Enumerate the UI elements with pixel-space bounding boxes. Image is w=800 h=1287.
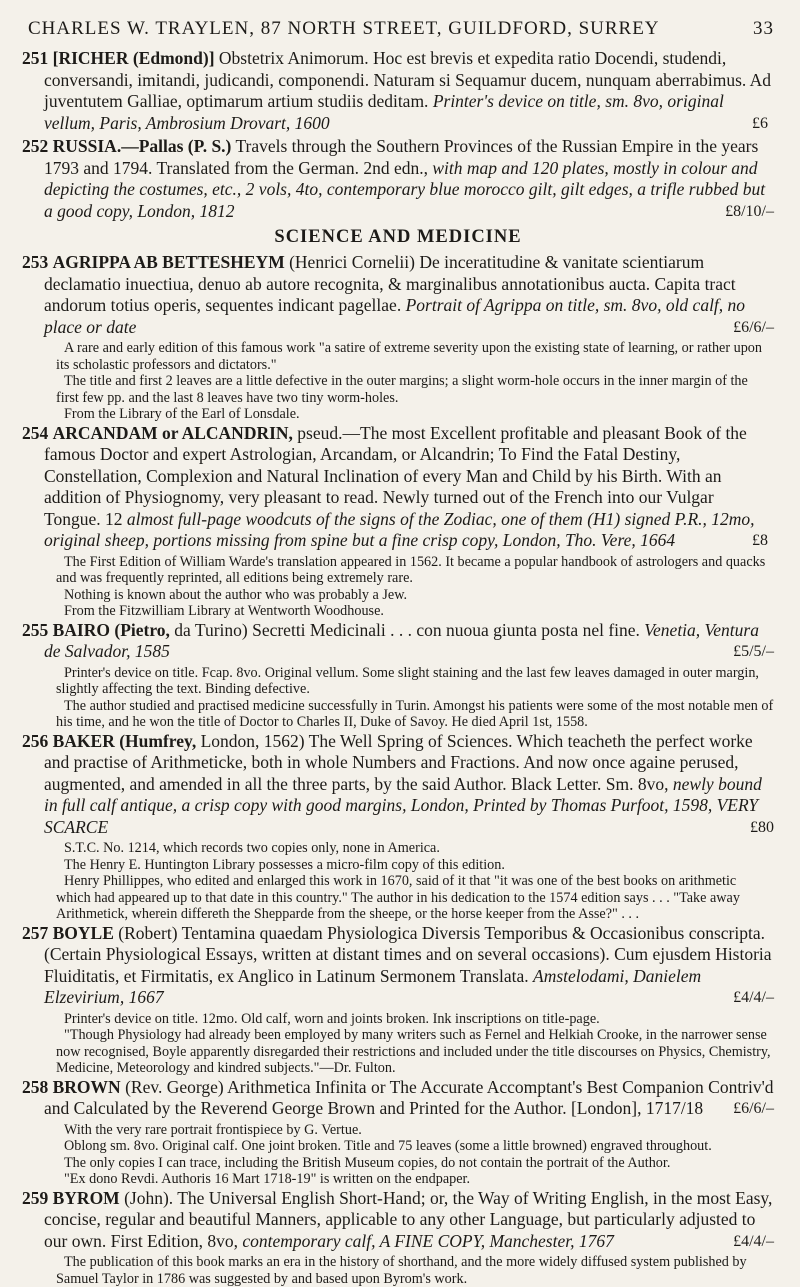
entry-note: "Though Physiology had already been employed by many writers such as Fernel and Helkiah Crooke, in the narrower sense now recognised, Boyle apparently disregarded their restrictions and included under the title discourses on Physics, Chemistry, Medicine, Meteorology and kindred subjects."—Dr. Fulton. <box>56 1027 771 1076</box>
entry-imprint: Printer's device on title, sm. 8vo, original vellum, Paris, Ambrosium Drovart, 1600 <box>44 91 724 133</box>
catalogue-entry <box>22 620 774 663</box>
entry-text: da Turino) Secretti Medicinali . . . con nuoua giunta posta nel fine. <box>174 619 640 640</box>
entry-note: Nothing is known about the author who was probably a Jew. <box>64 586 408 603</box>
entry-imprint: Venetia, Ventura de Salvador, 1585 <box>44 619 759 661</box>
entry-number: 255 <box>22 619 49 640</box>
entry-heading: BAKER (Humfrey, <box>52 730 197 751</box>
entry-note: "Ex dono Revdi. Authoris 16 Mart 1718-19" is written on the endpaper. <box>64 1171 471 1187</box>
entry-text: (Rev. George) Arithmetica Infinita or The Accurate Accomptant's Best Companion Contriv'd and Calculated by the Reverend George Brown and Printed for the Author. [London], 1717/18 <box>44 1076 774 1118</box>
entry-note: Printer's device on title. 12mo. Old calf, worn and joints broken. Ink inscriptions on title-page. <box>64 1010 600 1027</box>
entry-imprint: newly bound in full calf antique, a crisp copy with good margins, London, Printed by Thomas Purfoot, 1598, VERY SCARCE <box>44 773 762 837</box>
entry-heading: RUSSIA.—Pallas (P. S.) <box>52 136 232 156</box>
entry-price: £4/4/– <box>733 1232 774 1250</box>
entry-text: pseud.—The most Excellent profitable and pleasant Book of the famous Doctor and expert Astrologian, Arcandam, or Alcandrin; To Find the Fatal Destiny, Constellation, Complexion and Natural Inclination of every Man and Child by his Birth. With an addition of Physiognomy, very pleasant to read. Newly turned out of the French into our Vulgar Tongue. 12 <box>44 422 747 529</box>
entry-imprint: Amstelodami, Danielem Elzevirium, 1667 <box>44 965 702 1007</box>
entry-text: (Henrici Cornelii) De inceratitudine & vanitate scientiarum declamatio inuectiua, denuo ab autore recognita, & marginalibus annotationibus aucta. Capita tract andorum totius operis, sequentes indicant pagellae. <box>44 252 736 315</box>
entry-note: The author studied and practised medicine successfully in Turin. Amongst his patients were some of the most notable men of his time, and he won the title of Doctor to Charles II, Duke of Savoy. He died April 1st, 1558. <box>56 697 774 730</box>
entry-imprint: almost full-page woodcuts of the signs of the Zodiac, one of them (H1) signed P.R., 12mo, original sheep, portions missing from spine but a fine crisp copy, London, Tho. Vere, 1664 <box>44 508 755 550</box>
entry-note: A rare and early edition of this famous work "a satire of extreme severity upon the existing state of learning, or rather upon its scholastic professors and dictators." <box>56 340 762 373</box>
entry-imprint: Portrait of Agrippa on title, sm. 8vo, old calf, no place or date <box>44 295 746 337</box>
entries-list <box>22 48 774 1287</box>
entry-text: (Robert) Tentamina quaedam Physiologica Diversis Temporibus & Occasionibus conscripta. (Certain Physiological Essays, written at distant times and on several occasions). Cum ejusdem Historia Fluiditatis, et Firmitatis, ex Anglico in Latinum Sermonem Translata. <box>44 922 772 986</box>
entry-note: The publication of this book marks an era in the history of shorthand, and the more widely diffused system published by Samuel Taylor in 1786 was suggested by and based upon Byrom's work. <box>56 1254 747 1287</box>
catalogue-entry: 254 ARCANDAM or ALCANDRIN, pseud.—The most Excellent profitable and pleasant Book of the famous Doctor and expert Astrologian, Arcandam, or Alcandrin; To Find the Fatal Destiny, Constellation, Complexion and Natural Inclination of every Man and Child by his Birth. With an addition of Physiognomy, very pleasant to read. Newly turned out of the French into our Vulgar Tongue. 12 almost full-page woodcuts of the signs of the Zodiac, one of them (H1) signed P.R., 12mo, original sheep, portions missing from spine but a fine crisp copy, London, Tho. Vere, 1664 £8 <box>22 422 768 550</box>
entry-note: Henry Phillippes, who edited and enlarged this work in 1670, said of it that "it was one of the best books on arithmetic which had appeared up to that date in this country." The author in his dedication to the 1574 edition says . . . "Take away Arithmetick, wherein differeth the Shepparde from the sheepe, or the horse keeper from the Asse?" . . . <box>56 873 740 922</box>
entry-text: Obstetrix Animorum. Hoc est brevis et expedita ratio Docendi, studendi, conversandi, imitandi, judicandi, componendi. Naturam si Sequamur ducem, nunquam aberrabimus. Ad juventutem Galliae, optimarum artium studiis deditam. <box>44 48 772 111</box>
entry-note: From the Library of the Earl of Lonsdale. <box>64 406 300 422</box>
entry-heading: BOYLE <box>52 922 114 943</box>
section-title: SCIENCE AND MEDICINE <box>274 227 522 247</box>
entry-price: £4/4/– <box>733 989 774 1006</box>
entry-heading: AGRIPPA AB BETTESHEYM <box>52 252 285 272</box>
entry-number: 257 <box>22 922 49 943</box>
page-number: 33 <box>753 18 774 39</box>
catalogue-entry: 251 [RICHER (Edmond)] Obstetrix Animorum. Hoc est brevis et expedita ratio Docendi, studendi, conversandi, imitandi, judicandi, componendi. Naturam si Sequamur ducem, nunquam aberrabimus. Ad juventutem Galliae, optimarum artium studiis deditam. Printer's device on title, sm. 8vo, original vellum, Paris, Ambrosium Drovart, 1600 £6 <box>22 48 772 133</box>
entry-heading: BYROM <box>52 1187 120 1208</box>
entry-text: Travels through the Southern Provinces of the Russian Empire in the years 1793 and 1794. Translated from the German. 2nd edn., <box>44 136 759 178</box>
catalogue-entry <box>22 923 774 1009</box>
entry-note: Printer's device on title. Fcap. 8vo. Original vellum. Some slight staining and the last few leaves damaged in outer margin, slightly affecting the text. Binding defective. <box>56 664 759 697</box>
entry-number: 254 <box>22 422 49 443</box>
entry-imprint: contemporary calf, A FINE COPY, Manchester, 1767 <box>242 1230 614 1251</box>
header-dealer: CHARLES W. TRAYLEN, 87 NORTH STREET, GUILDFORD, SURREY <box>28 18 660 39</box>
entry-price: £5/5/– <box>733 643 774 660</box>
entry-note: The Henry E. Huntington Library possesses a micro-film copy of this edition. <box>64 856 505 873</box>
catalogue-entry <box>22 1188 774 1253</box>
entry-price: £6/6/– <box>733 1100 774 1117</box>
catalogue-entry <box>22 136 774 222</box>
entry-note: S.T.C. No. 1214, which records two copies only, none in America. <box>64 840 440 856</box>
entry-heading: BROWN <box>52 1076 121 1097</box>
entry-text: London, 1562) The Well Spring of Sciences. Which teacheth the perfect worke and practise of Arithmeticke, both in whole Numbers and Fractions. And now once againe perused, augmented, and amended in all the three parts, by the said Author. Black Letter. Sm. 8vo, <box>44 730 753 794</box>
catalogue-entry <box>22 252 774 338</box>
entry-note: The only copies I can trace, including the British Museum copies, do not contain the portrait of the Author. <box>64 1154 671 1171</box>
entry-note: With the very rare portrait frontispiece by G. Vertue. <box>64 1121 362 1138</box>
entry-number: 259 <box>22 1187 49 1208</box>
entry-text: (John). The Universal English Short-Hand; or, the Way of Writing English, in the most Easy, concise, regular and beautiful Manners, applicable to any other Language, but particularly adjusted to our own. First Edition, 8vo, <box>44 1187 773 1251</box>
entry-note: From the Fitzwilliam Library at Wentworth Woodhouse. <box>64 603 384 619</box>
entry-imprint: with map and 120 plates, mostly in colour and depicting the costumes, etc., 2 vols, 4to, contemporary blue morocco gilt, gilt edges, a trifle rubbed but a good copy, London, 1812 <box>44 157 766 221</box>
entry-number: 258 <box>22 1076 49 1097</box>
entry-number: 252 <box>22 136 49 156</box>
entry-note: The title and first 2 leaves are a little defective in the outer margins; a slight worm-hole occurs in the inner margin of the first few pp. and the last 8 leaves have two tiny worm-holes. <box>56 373 748 406</box>
entry-price: £8/10/– <box>725 202 774 220</box>
entry-price: £80 <box>750 818 774 836</box>
entry-note: Oblong sm. 8vo. Original calf. One joint broken. Title and 75 leaves (some a little browned) engraved throughout. <box>64 1138 712 1154</box>
entry-number: 256 <box>22 730 49 751</box>
entry-price: £6/6/– <box>733 318 774 336</box>
entry-number: 251 <box>22 48 49 68</box>
entry-heading: [RICHER (Edmond)] <box>52 48 215 68</box>
catalogue-entry <box>22 1077 774 1120</box>
entry-heading: ARCANDAM or ALCANDRIN, <box>52 422 293 443</box>
entry-note: The First Edition of William Warde's translation appeared in 1562. It became a popular handbook of astrologers and quacks and was frequently reprinted, all editions being extremely rare. <box>56 553 766 586</box>
catalogue-entry <box>22 731 774 839</box>
entry-heading: BAIRO (Pietro, <box>52 619 170 640</box>
entry-number: 253 <box>22 252 49 272</box>
running-header <box>22 18 774 40</box>
